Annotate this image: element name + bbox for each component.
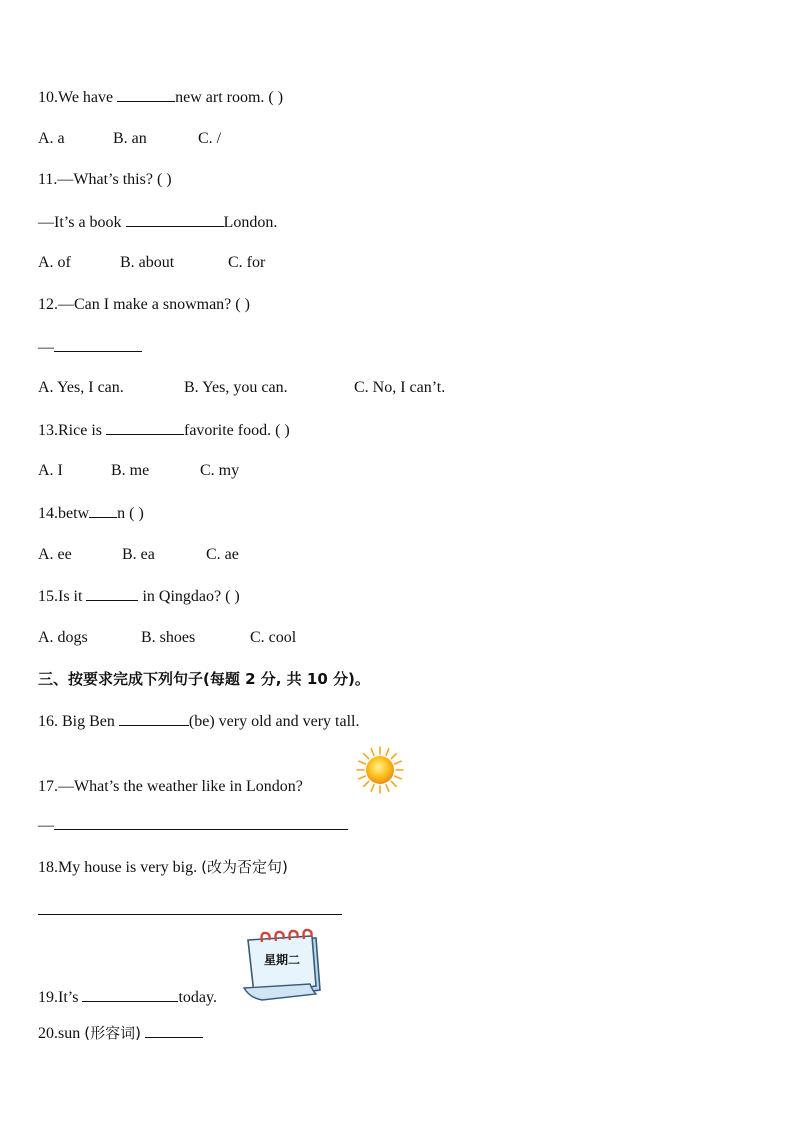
answer-blank[interactable]: [54, 337, 142, 352]
calendar-label: 星期二: [263, 953, 301, 967]
option-b[interactable]: B. shoes: [141, 629, 196, 646]
section-heading: 三、按要求完成下列句子(每题 2 分, 共 10 分)。: [38, 670, 370, 688]
answer-blank[interactable]: [126, 212, 224, 227]
question-13: 13.Rice is favorite food. ( ): [38, 422, 290, 439]
option-b[interactable]: B. an: [113, 130, 147, 147]
answer-blank[interactable]: [82, 987, 178, 1002]
question-10: 10.We have new art room. ( ): [38, 89, 284, 106]
option-b[interactable]: B. me: [111, 462, 150, 479]
question-11-answer: —It’s a book London.: [38, 214, 278, 231]
question-13-options: [38, 461, 239, 481]
question-11: 11.—What’s this? ( ): [38, 171, 172, 188]
option-b[interactable]: B. ea: [122, 546, 155, 563]
sun-icon: [356, 746, 404, 794]
answer-blank[interactable]: [54, 815, 348, 830]
question-18: 18.My house is very big. (改为否定句): [38, 858, 288, 876]
question-12-options: [38, 378, 445, 398]
answer-blank[interactable]: [89, 503, 117, 518]
question-16: 16. Big Ben (be) very old and very tall.: [38, 713, 360, 730]
question-17: 17.—What’s the weather like in London?: [38, 778, 303, 795]
calendar-icon: [240, 928, 324, 1002]
question-14: 14.betw n ( ): [38, 505, 144, 522]
option-a[interactable]: A. dogs: [38, 629, 88, 646]
option-c[interactable]: C. my: [200, 462, 240, 479]
option-a[interactable]: A. I: [38, 462, 63, 479]
option-c[interactable]: C. /: [198, 130, 222, 147]
answer-blank[interactable]: [86, 586, 138, 601]
option-b[interactable]: B. Yes, you can.: [184, 379, 288, 396]
option-a[interactable]: A. Yes, I can.: [38, 379, 124, 396]
option-c[interactable]: C. cool: [250, 629, 297, 646]
option-a[interactable]: A. a: [38, 130, 65, 147]
question-15: 15.Is it in Qingdao? ( ): [38, 588, 240, 605]
answer-blank[interactable]: [38, 900, 342, 915]
answer-blank[interactable]: [106, 420, 184, 435]
option-a[interactable]: A. ee: [38, 546, 72, 563]
answer-blank[interactable]: [119, 711, 189, 726]
question-20: 20.sun (形容词): [38, 1023, 203, 1044]
option-b[interactable]: B. about: [120, 254, 175, 271]
option-c[interactable]: C. ae: [206, 546, 239, 563]
option-c[interactable]: C. for: [228, 254, 266, 271]
option-c[interactable]: C. No, I can’t.: [354, 379, 446, 396]
question-12-answer: —: [38, 337, 142, 358]
question-10-options: [38, 129, 221, 149]
question-17-answer: —: [38, 815, 348, 836]
answer-blank[interactable]: [117, 87, 175, 102]
question-14-options: [38, 545, 239, 565]
option-a[interactable]: A. of: [38, 254, 71, 271]
question-11-options: [38, 253, 265, 273]
question-19: 19.It’s today.: [38, 989, 217, 1006]
question-12: 12.—Can I make a snowman? ( ): [38, 296, 250, 313]
question-18-answer: [38, 900, 342, 921]
answer-blank[interactable]: [145, 1023, 203, 1038]
question-15-options: [38, 628, 296, 648]
